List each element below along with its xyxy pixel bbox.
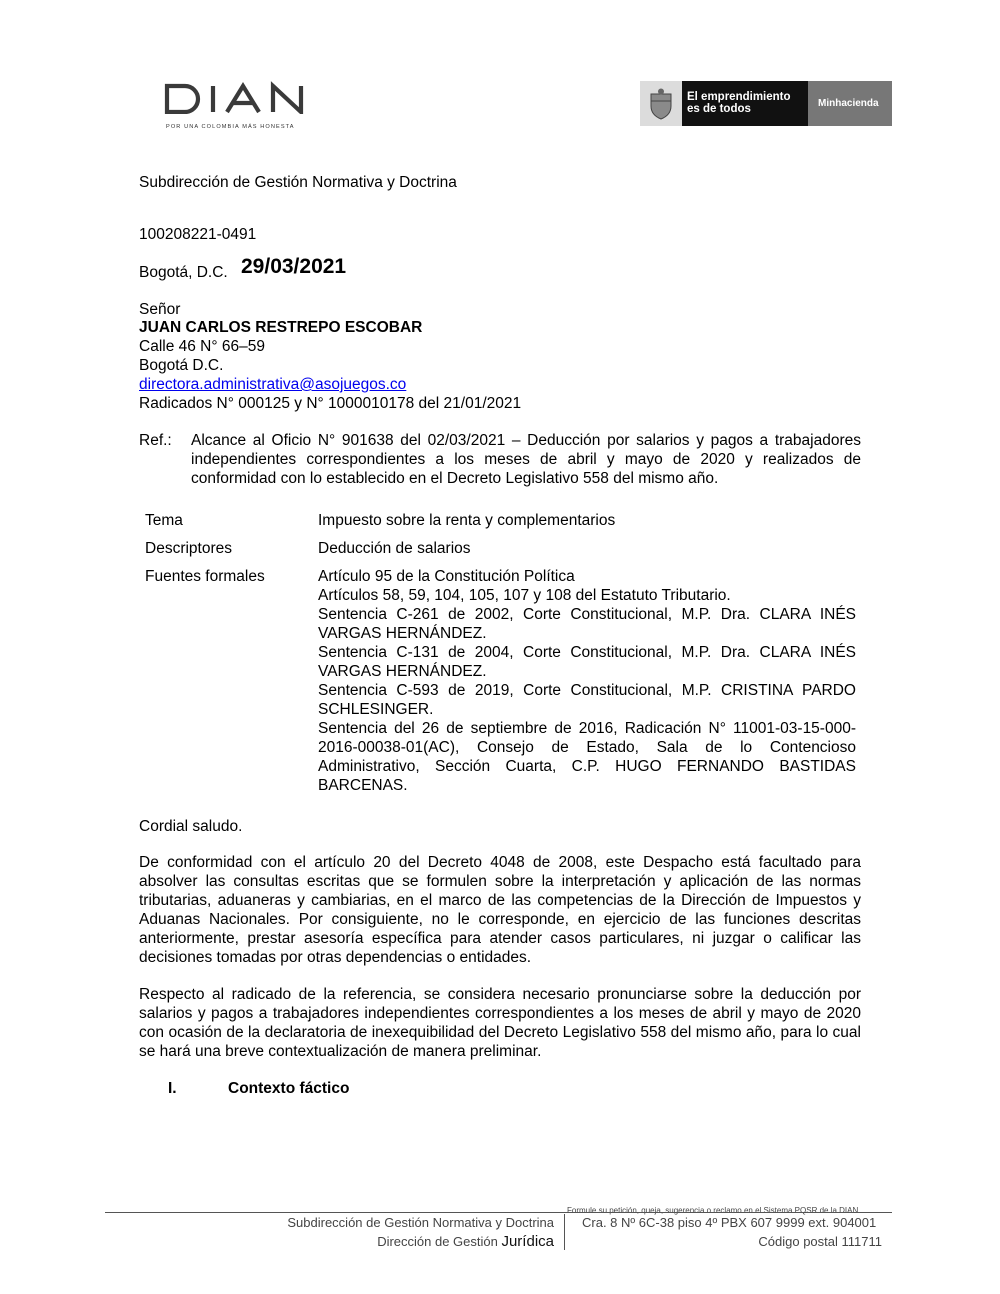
footer-direction-prefix: Dirección de Gestión [377, 1234, 502, 1249]
banner-slogan-line1: El emprendimiento [687, 91, 791, 103]
paragraph-scope: Respecto al radicado de la referencia, se considera necesario pronunciarse sobre la deducción por salarios y pagos a trabajadores independientes correspondientes a los meses de abril y mayo de 2020 con ocasión de la declaratoria de inexequibilidad del Decreto Legislativo 558 del mismo año, para lo cual se hará una breve contextualización de manera preliminar. [139, 986, 861, 1060]
fuente-item: Sentencia C-593 de 2019, Corte Constitucional, M.P. CRISTINA PARDO SCHLESINGER. [318, 682, 856, 718]
document-number: 100208221-0491 [139, 226, 257, 243]
descriptores-value: Deducción de salarios [318, 540, 471, 557]
fuentes-label: Fuentes formales [145, 568, 265, 585]
footer-direction-emph: Jurídica [501, 1233, 554, 1250]
footer-direction [377, 1234, 554, 1250]
footer-divider [564, 1214, 565, 1250]
radicados: Radicados N° 000125 y N° 1000010178 del 21/01/2021 [139, 395, 522, 412]
banner-slogan-line2: es de todos [687, 103, 751, 115]
reference-label: Ref.: [139, 432, 172, 449]
salutation-title: Señor [139, 301, 181, 318]
fuente-item: Sentencia C-131 de 2004, Corte Constitucional, M.P. Dra. CLARA INÉS VARGAS HERNÁNDEZ. [318, 644, 856, 680]
fuente-item: Artículo 95 de la Constitución Política [318, 568, 575, 585]
recipient-address: Calle 46 N° 66–59 [139, 338, 265, 355]
banner-ministry: Minhacienda [808, 81, 892, 126]
fuente-item: Sentencia del 26 de septiembre de 2016, Radicación N° 11001-03-15-000-2016-00038-01(AC), Consejo de Estado, Sala de lo Contencioso Administrativo, Sección Cuarta, C.P. HUGO FERNANDO BASTIDAS BARCENAS. [318, 720, 856, 794]
dian-logo-mark [163, 80, 323, 114]
coat-of-arms-icon [640, 81, 682, 126]
reference-text: Alcance al Oficio N° 901638 del 02/03/2021 – Deducción por salarios y pagos a trabajadores independientes correspondientes a los meses de abril y mayo de 2020 y realizados de conformidad con lo establecido en el Decreto Legislativo 558 del mismo año. [191, 432, 861, 487]
letter-date: 29/03/2021 [241, 255, 347, 278]
fuentes-list [318, 567, 856, 795]
banner-slogan [682, 81, 808, 126]
recipient-name: JUAN CARLOS RESTREPO ESCOBAR [139, 319, 423, 336]
footer-postal-code: Código postal 111711 [758, 1234, 882, 1249]
footer-address: Cra. 8 Nº 6C-38 piso 4º PBX 607 9999 ext. 904001 [582, 1215, 877, 1230]
recipient-email-link[interactable] [139, 375, 406, 394]
recipient-city: Bogotá D.C. [139, 357, 224, 374]
city-label: Bogotá, D.C. [139, 264, 228, 281]
fuente-item: Artículos 58, 59, 104, 105, 107 y 108 del Estatuto Tributario. [318, 587, 731, 604]
section-number: I. [168, 1080, 177, 1097]
footer-pqsr-note: Formule su petición, queja, sugerencia o reclamo en el Sistema PQSR de la DIAN [567, 1206, 859, 1215]
ministry-banner [640, 81, 892, 126]
section-title: Contexto fáctico [228, 1080, 350, 1097]
tema-label: Tema [145, 512, 183, 529]
dian-tagline: POR UNA COLOMBIA MÁS HONESTA [166, 124, 295, 130]
dian-logo [163, 80, 328, 128]
office-name: Subdirección de Gestión Normativa y Doctrina [139, 174, 457, 191]
paragraph-competence: De conformidad con el artículo 20 del Decreto 4048 de 2008, este Despacho está facultado para absolver las consultas escritas que se formulen sobre la interpretación y aplicación de las normas tributarias, aduaneras y cambiarias, en el marco de las competencias de la Dirección de Impuestos y Aduanas Nacionales. Por consiguiente, no le corresponde, en ejercicio de las funciones descritas anteriormente, prestar asesoría específica para atender casos particulares, ni juzgar o calificar las decisiones tomadas por otras dependencias o entidades. [139, 854, 861, 966]
tema-value: Impuesto sobre la renta y complementarios [318, 512, 616, 529]
footer-office: Subdirección de Gestión Normativa y Doctrina [287, 1215, 554, 1230]
descriptores-label: Descriptores [145, 540, 232, 557]
footer-rule [105, 1212, 892, 1213]
greeting: Cordial saludo. [139, 818, 243, 835]
fuente-item: Sentencia C-261 de 2002, Corte Constitucional, M.P. Dra. CLARA INÉS VARGAS HERNÁNDEZ. [318, 606, 856, 642]
recipient-email[interactable]: directora.administrativa@asojuegos.co [139, 376, 407, 393]
